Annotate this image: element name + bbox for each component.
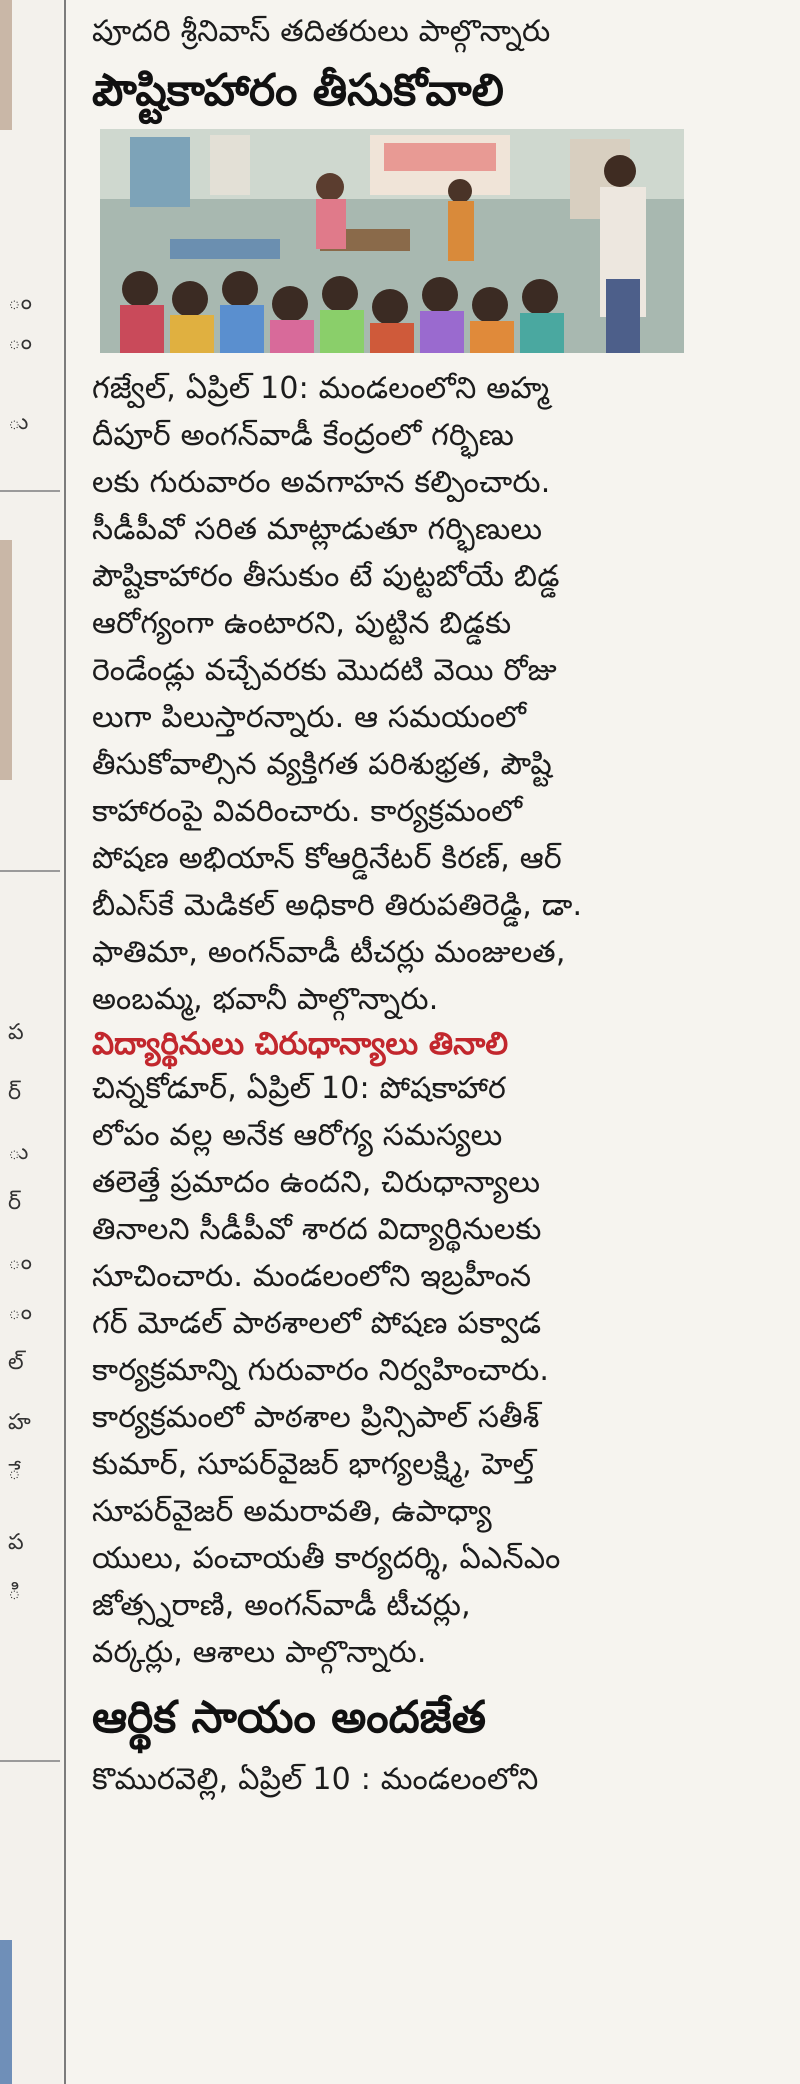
adjacent-divider	[0, 1760, 60, 1762]
adjacent-text-fragment: ప	[8, 1530, 24, 1555]
article-body-line: వర్కర్లు, ఆశాలు పాల్గొన్నారు.	[92, 1635, 427, 1670]
classroom-photo-icon	[100, 129, 684, 353]
article-body-line: కొమురవెల్లి, ఏప్రిల్ 10 : మండలంలోని	[92, 1762, 539, 1797]
news-column	[92, 0, 692, 1803]
article-headline: పౌష్టికాహారం తీసుకోవాలి	[92, 65, 504, 116]
article-body	[92, 1756, 692, 1803]
article-headline: ఆర్థిక సాయం అందజేత	[92, 1692, 487, 1743]
adjacent-text-fragment: ం	[8, 330, 32, 355]
adjacent-divider	[0, 870, 60, 872]
column-divider	[64, 0, 66, 2084]
adjacent-column-strip	[0, 0, 62, 2084]
adjacent-photo-edge	[0, 0, 12, 130]
article-body	[92, 365, 692, 1023]
article-body-line: తీసుకోవాల్సిన వ్యక్తిగత పరిశుభ్రత, పౌష్టి	[92, 747, 552, 782]
article-body-line: ఫాతిమా, అంగన్‌వాడీ టీచర్లు మంజులత,	[92, 935, 566, 970]
article-body-line: కార్యక్రమాన్ని గురువారం నిర్వహించారు.	[92, 1353, 550, 1388]
adjacent-text-fragment: ర్	[8, 1080, 22, 1105]
article-body-line: రెండేండ్లు వచ్చేవరకు మొదటి వెయి రోజు	[92, 653, 557, 688]
article-body-line: తలెత్తే ప్రమాదం ఉందని, చిరుధాన్యాలు	[92, 1165, 541, 1200]
article-body-line: పౌష్టికాహారం తీసుకుం టే పుట్టబోయే బిడ్డ	[92, 559, 560, 594]
article-photo	[100, 129, 684, 353]
article-body-line: చిన్నకోడూర్, ఏప్రిల్ 10: పోషకాహార	[92, 1071, 507, 1106]
adjacent-text-fragment: ి	[8, 1580, 21, 1605]
adjacent-text-fragment: ు	[8, 1140, 29, 1165]
article-previous-last-line: పూదరి శ్రీనివాస్ తదితరులు పాల్గొన్నారు	[92, 14, 551, 49]
article-body-line: లోపం వల్ల అనేక ఆరోగ్య సమస్యలు	[92, 1118, 503, 1153]
adjacent-text-fragment: ం	[8, 290, 32, 315]
article-subheading: విద్యార్థినులు చిరుధాన్యాలు తినాలి	[92, 1026, 509, 1062]
article-body-line: బీఎస్‌కే మెడికల్ అధికారి తిరుపతిరెడ్డి, డా.	[92, 888, 583, 923]
article-body-line: ఆరోగ్యంగా ఉంటారని, పుట్టిన బిడ్డకు	[92, 606, 512, 641]
article-body-line: లుగా పిలుస్తారన్నారు. ఆ సమయంలో	[92, 700, 527, 735]
article-body-line: జోత్స్నరాణి, అంగన్‌వాడీ టీచర్లు,	[92, 1588, 471, 1623]
article-body-line: యులు, పంచాయతీ కార్యదర్శి, ఏఎన్‌ఎం	[92, 1541, 561, 1576]
article-body-line: అంబమ్మ, భవానీ పాల్గొన్నారు.	[92, 982, 439, 1017]
adjacent-text-fragment: హ	[8, 1410, 31, 1435]
article-body-line: కార్యక్రమంలో పాఠశాల ప్రిన్సిపాల్ సతీశ్	[92, 1400, 540, 1435]
article-body-line: సూపర్‌వైజర్ అమరావతి, ఉపాధ్యా	[92, 1494, 492, 1529]
article-body-line: పోషణ అభియాన్ కోఆర్డినేటర్ కిరణ్, ఆర్	[92, 841, 562, 876]
article-body	[92, 1065, 692, 1676]
adjacent-text-fragment: ర్	[8, 1190, 22, 1215]
article-body-line: దీపూర్ అంగన్‌వాడీ కేంద్రంలో గర్భిణు	[92, 418, 515, 453]
article-body-line: లకు గురువారం అవగాహన కల్పించారు.	[92, 465, 551, 500]
article-body-line: సీడీపీవో సరిత మాట్లాడుతూ గర్భిణులు	[92, 512, 543, 547]
adjacent-text-fragment: ప	[8, 1020, 24, 1045]
adjacent-text-fragment: ల్	[8, 1350, 24, 1375]
article-body-line: గర్ మోడల్ పాఠశాలలో పోషణ పక్వాడ	[92, 1306, 542, 1341]
article-body-line: సూచించారు. మండలంలోని ఇబ్రహీంన	[92, 1259, 532, 1294]
adjacent-text-fragment: ే	[8, 1460, 21, 1485]
adjacent-photo-edge	[0, 1940, 12, 2084]
adjacent-text-fragment: ం	[8, 1250, 32, 1275]
adjacent-text-fragment: ం	[8, 1300, 32, 1325]
cut-off-text-line	[92, 0, 692, 6]
article-body-line: కుమార్, సూపర్‌వైజర్ భాగ్యలక్ష్మి, హెల్త్	[92, 1447, 535, 1482]
article-body-line: గజ్వేల్, ఏప్రిల్ 10: మండలంలోని అహ్మ	[92, 371, 550, 406]
adjacent-photo-edge	[0, 540, 12, 780]
adjacent-text-fragment: ు	[8, 410, 29, 435]
article-body-line: కాహారంపై వివరించారు. కార్యక్రమంలో	[92, 794, 523, 829]
article-body-line: తినాలని సీడీపీవో శారద విద్యార్థినులకు	[92, 1212, 542, 1247]
adjacent-divider	[0, 490, 60, 492]
